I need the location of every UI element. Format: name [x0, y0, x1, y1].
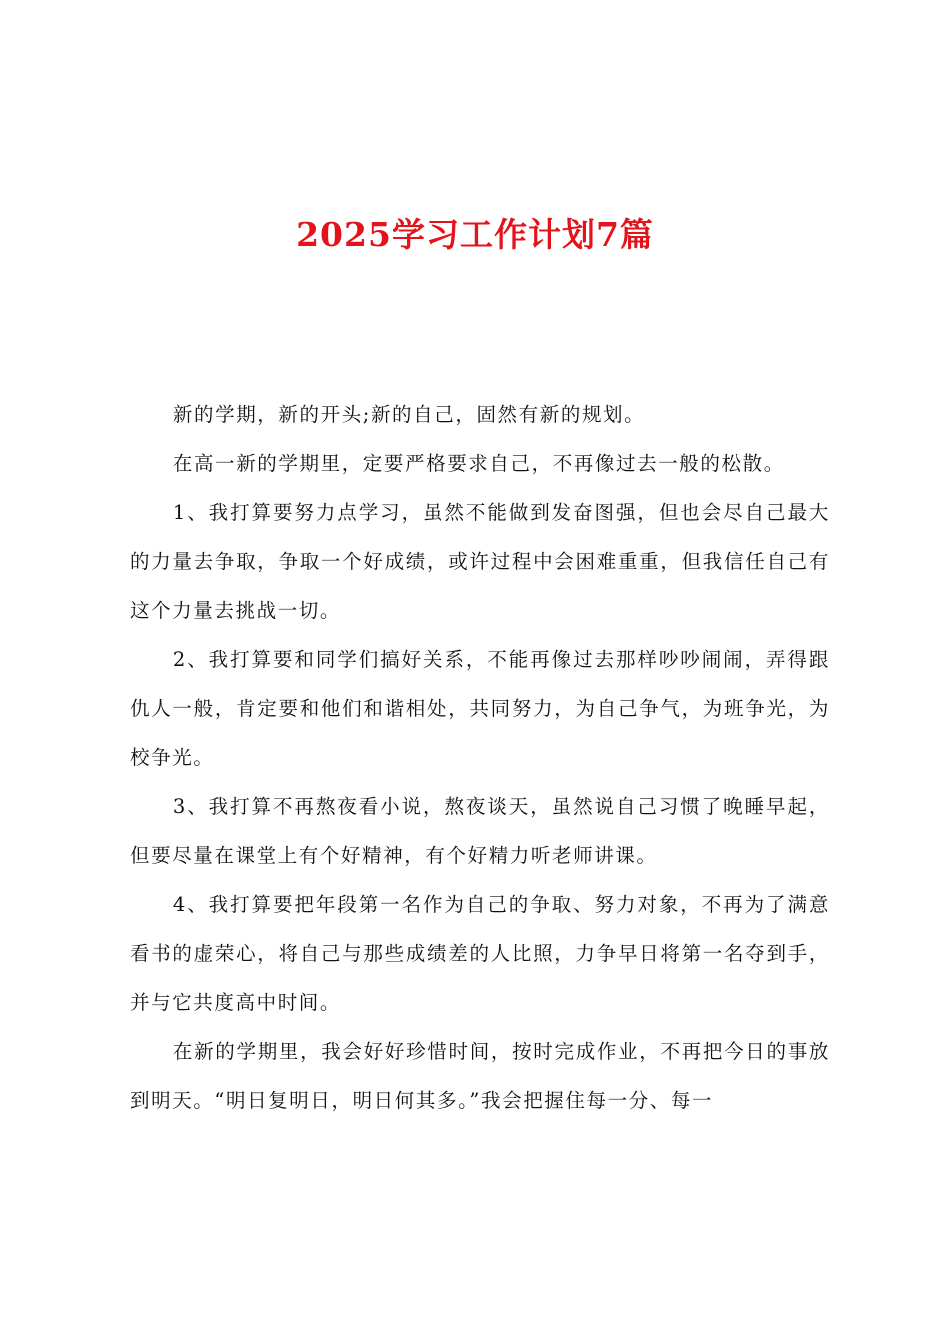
document-title: 2025学习工作计划7篇: [296, 215, 654, 254]
paragraph-plan-2: 2、我打算要和同学们搞好关系，不能再像过去那样吵吵闹闹，弄得跟仇人一般，肯定要和他们和谐相处，共同努力，为自己争气，为班争光，为校争光。: [130, 648, 830, 769]
paragraph-plan-1: 1、我打算要努力点学习，虽然不能做到发奋图强，但也会尽自己最大的力量去争取，争取一个好成绩，或许过程中会困难重重，但我信任自己有这个力量去挑战一切。: [130, 501, 830, 622]
paragraph-semester-goal: 在高一新的学期里，定要严格要求自己，不再像过去一般的松散。: [172, 452, 785, 475]
paragraph-plan-4: 4、我打算要把年段第一名作为自己的争取、努力对象，不再为了满意看书的虚荣心，将自己与那些成绩差的人比照，力争早日将第一名夺到手，并与它共度高中时间。: [130, 893, 830, 1014]
paragraph-time: 在新的学期里，我会好好珍惜时间，按时完成作业，不再把今日的事放到明天。“明日复明日，明日何其多。”我会把握住每一分、每一: [130, 1040, 830, 1112]
document-body: [130, 390, 830, 1125]
paragraph-plan-3: 3、我打算不再熬夜看小说，熬夜谈天，虽然说自己习惯了晚睡早起，但要尽量在课堂上有个好精神，有个好精力听老师讲课。: [130, 795, 830, 867]
paragraph-intro: 新的学期，新的开头;新的自己，固然有新的规划。: [172, 403, 646, 426]
